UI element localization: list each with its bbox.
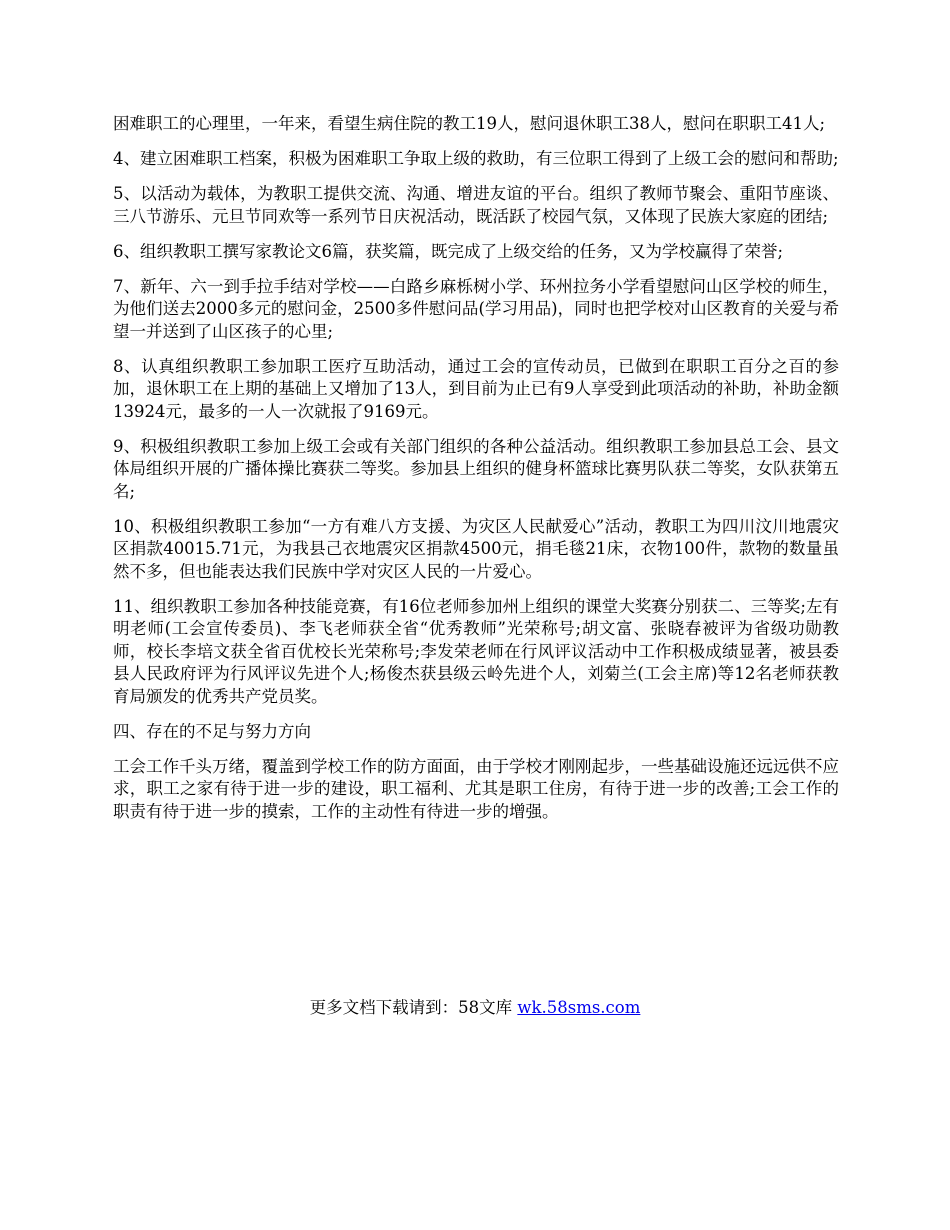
- paragraph-shortcomings: 工会工作千头万绪，覆盖到学校工作的防方面面，由于学校才刚刚起步，一些基础设施还远远供不应求，职工之家有待于进一步的建设，职工福利、尤其是职工住房，有待于进一步的改善;工会工作的职责有待于进一步的摸索，工作的主动性有待进一步的增强。: [113, 756, 839, 821]
- footer-prefix: 更多文档下载请到：58文库: [309, 998, 518, 1017]
- paragraph-item-9: 9、积极组织教职工参加上级工会或有关部门组织的各种公益活动。组织教职工参加县总工会、县文体局组织开展的广播体操比赛获二等奖。参加县上组织的健身杯篮球比赛男队获二等奖，女队获第五名;: [113, 436, 839, 501]
- document-body: [113, 113, 839, 836]
- paragraph-item-11: 11、组织教职工参加各种技能竞赛，有16位老师参加州上组织的课堂大奖赛分别获二、三等奖;左有明老师(工会宣传委员)、李飞老师获全省“优秀教师”光荣称号;胡文富、张晓春被评为省级功勋教师，校长李培文获全省百优校长光荣称号;李发荣老师在行风评议活动中工作积极成绩显著，被县委县人民政府评为行风评议先进个人;杨俊杰获县级云岭先进个人，刘菊兰(工会主席)等12名老师获教育局颁发的优秀共产党员奖。: [113, 596, 839, 706]
- paragraph-item-4: 4、建立困难职工档案，积极为困难职工争取上级的救助，有三位职工得到了上级工会的慰问和帮助;: [113, 149, 839, 168]
- download-footer: [0, 997, 950, 1020]
- paragraph-item-8: 8、认真组织教职工参加职工医疗互助活动，通过工会的宣传动员，已做到在职职工百分之百的参加，退休职工在上期的基础上又增加了13人，到目前为止已有9人享受到此项活动的补助，补助金额13924元，最多的一人一次就报了9169元。: [113, 356, 839, 421]
- paragraph-item-5: 5、以活动为载体，为教职工提供交流、沟通、增进友谊的平台。组织了教师节聚会、重阳节座谈、三八节游乐、元旦节同欢等一系列节日庆祝活动，既活跃了校园气氛，又体现了民族大家庭的团结;: [113, 184, 839, 226]
- footer-link[interactable]: wk.58sms.com: [517, 998, 641, 1017]
- paragraph-item-6: 6、组织教职工撰写家教论文6篇，获奖篇，既完成了上级交给的任务，又为学校赢得了荣誉;: [113, 241, 784, 261]
- paragraph-item-10: 10、积极组织教职工参加“一方有难八方支援、为灾区人民献爱心”活动，教职工为四川汶川地震灾区捐款40015.71元，为我县己衣地震灾区捐款4500元，捐毛毯21床，衣物100件，款物的数量虽然不多，但也能表达我们民族中学对灾区人民的一片爱心。: [113, 516, 839, 581]
- paragraph-care-visits: 困难职工的心理里，一年来，看望生病住院的教工19人，慰问退休职工38人，慰问在职职工41人;: [113, 114, 826, 133]
- section-heading-shortcomings: 四、存在的不足与努力方向: [113, 721, 311, 741]
- paragraph-item-7: 7、新年、六一到手拉手结对学校——白路乡麻栎树小学、环州拉务小学看望慰问山区学校的师生，为他们送去2000多元的慰问金，2500多件慰问品(学习用品)，同时也把学校对山区教育的关爱与希望一并送到了山区孩子的心里;: [113, 276, 839, 341]
